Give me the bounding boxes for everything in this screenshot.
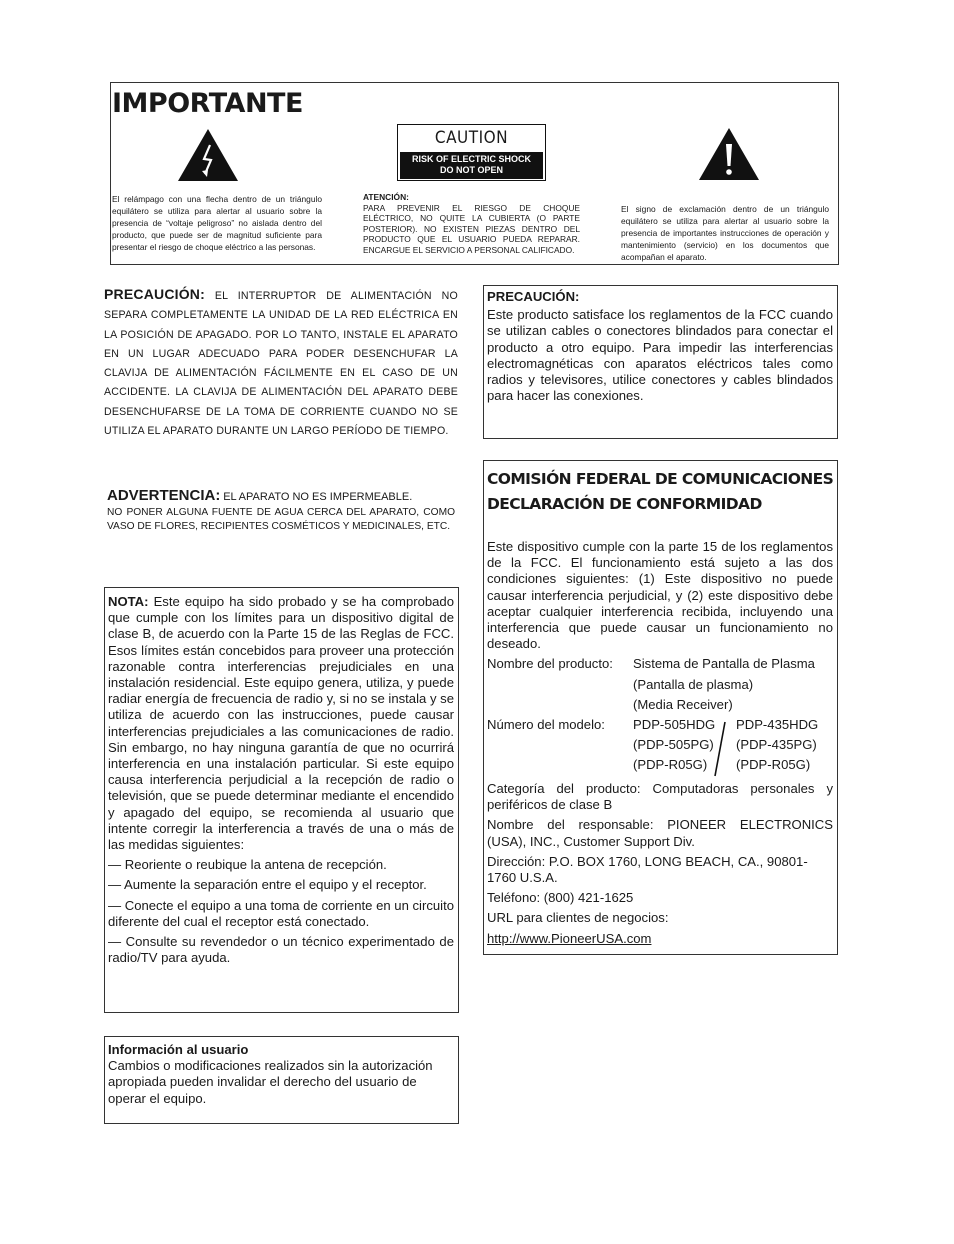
caution-warning-band (400, 152, 543, 179)
product-sub-2: (Media Receiver) (633, 696, 733, 712)
importante-title: IMPORTANTE (112, 88, 303, 119)
nota-item-2: — Aumente la separación entre el equipo y el receptor. (108, 877, 427, 893)
nota-item-4: — Consulte su revendedor o un técnico experimentado de radio/TV para ayuda. (108, 934, 454, 966)
nota-item-1: — Reoriente o reubique la antena de recepción. (108, 857, 387, 873)
info-usuario-head: Información al usuario (108, 1042, 249, 1057)
nota-content (108, 594, 454, 966)
model-label: Número del modelo: (487, 717, 605, 733)
advertencia-head: ADVERTENCIA: (107, 487, 221, 504)
model-slash (713, 721, 727, 777)
model-b2: (PDP-435PG) (736, 737, 817, 753)
model-a1: PDP-505HDG (633, 717, 716, 733)
product-sub-1: (Pantalla de plasma) (633, 676, 754, 692)
precaucion-left (104, 285, 458, 441)
lightning-warning-icon (176, 127, 240, 183)
precaucion-left-head: PRECAUCIÓN: (104, 286, 205, 302)
lightning-note: El relámpago con una flecha dentro de un triángulo equilátero se utiliza para alertar al usuario sobre la presencia de “voltaje peligroso” no aislada dentro del producto, que puede ser de magnitud suficiente para presentar el riesgo de choque eléctrico a las personas. (112, 194, 322, 252)
product-value: Sistema de Pantalla de Plasma (633, 656, 815, 672)
model-b3: (PDP-R05G) (736, 757, 811, 773)
atencion-text: PARA PREVENIR EL RIESGO DE CHOQUE ELÉCTRICO, NO QUITE LA CUBIERTA (O PARTE POSTERIOR). NO EXISTEN PIEZAS DENTRO DEL PRODUCTO QUE EL USUARIO PUEDA REPARAR. ENCARGUE EL SERVICIO A PERSONAL CALIFICADO. (363, 202, 580, 255)
exclamation-note: El signo de exclamación dentro de un triángulo equilátero se utiliza para alertar al usuario sobre la presencia de importantes instrucciones de operación y mantenimiento (servicio) en los documentos que acompañan el aparato. (621, 204, 829, 262)
fcc-phone: Teléfono: (800) 421-1625 (487, 890, 634, 906)
model-b1: PDP-435HDG (736, 717, 819, 733)
atencion-head: ATENCIÓN: (363, 192, 409, 202)
pioneer-url-link[interactable]: http://www.PioneerUSA.com (487, 930, 652, 946)
info-usuario-content (108, 1042, 454, 1107)
exclamation-warning-icon (697, 126, 761, 182)
nota-text: Este equipo ha sido probado y se ha comprobado que cumple con los límites para un dispositivo digital de clase B, de acuerdo con la Parte 15 de las Reglas de FCC. Esos límites están concebidos para proveer una protección razonable contra interferencias prejudiciales en una instalación residencial. Este equipo genera, utiliza, y puede radiar energía de frecuencia de radio y, si no se instala y se utiliza de acuerdo con las instrucciones, puede causar interferencias prejudiciales a las comunicaciones de radio. Sin embargo, no hay ninguna garantía de que no ocurrirá interferencia en una instalación particular. Si este equipo causa interferencia perjudicial a la recepción de radio o televisión, que se puede determinar mediante el encendido y apagado del equipo, se recomienda al usuario que intente corregir la interferencia a través de una o más de las medidas siguientes: (108, 594, 454, 853)
fcc-content (487, 539, 833, 947)
precaucion-right-text: Este producto satisface los reglamentos de la FCC cuando se utilizan cables o conectores blindados para conectar el producto a otro equipo. Para impedir las interferencias electromagnéticas con aparatos eléctricos tales como radios y televisores, utilice conectores y cables blindados para hacer las conexiones. (487, 307, 833, 404)
caution-label (397, 124, 546, 181)
advertencia (107, 489, 455, 535)
fcc-address: Dirección: P.O. BOX 1760, LONG BEACH, CA., 90801-1760 U.S.A. (487, 853, 808, 886)
model-a3: (PDP-R05G) (633, 757, 708, 773)
model-a2: (PDP-505PG) (633, 737, 714, 753)
caution-line-2: DO NOT OPEN (439, 165, 503, 175)
spacer (487, 697, 633, 713)
nota-item-3: — Conecte el equipo a una toma de corriente en un circuito diferente del cual el receptor está conectado. (108, 897, 454, 929)
fcc-intro: Este dispositivo cumple con la parte 15 de los reglamentos de la FCC. El funcionamiento está sujeto a las dos condiciones siguientes: (1) Este dispositivo no puede causar interferencia perjudicial, y (2) este dispositivo debe aceptar cualquier interferencia recibida, incluyendo una interferencia que puede causar un funcionamiento no deseado. (487, 539, 833, 652)
spacer (487, 677, 633, 693)
fcc-responsible: Nombre del responsable: PIONEER ELECTRONICS (USA), INC., Customer Support Div. (487, 817, 833, 849)
product-label: Nombre del producto: (487, 656, 613, 672)
product-sub-row-2 (487, 697, 833, 713)
advertencia-line1: EL APARATO NO ES IMPERMEABLE. (223, 491, 413, 503)
fcc-title-line-2: DECLARACIÓN DE CONFORMIDAD (487, 495, 762, 513)
precaucion-right-content (487, 289, 833, 404)
fcc-url-label: URL para clientes de negocios: (487, 910, 669, 926)
product-sub-row-1 (487, 677, 833, 693)
fcc-title-line-1: COMISIÓN FEDERAL DE COMUNICACIONES (487, 470, 834, 488)
info-usuario-text: Cambios o modificaciones realizados sin la autorización apropiada pueden invalidar el derecho del usuario de operar el equipo. (108, 1058, 433, 1106)
advertencia-text: NO PONER ALGUNA FUENTE DE AGUA CERCA DEL APARATO, COMO VASO DE FLORES, RECIPIENTES COSMÉTICOS Y MEDICINALES, ETC. (107, 506, 455, 532)
fcc-title (487, 467, 837, 517)
model-block (487, 717, 833, 777)
product-row (487, 656, 833, 672)
fcc-category: Categoría del producto: Computadoras personales y periféricos de clase B (487, 781, 833, 813)
nota-head: NOTA: (108, 594, 149, 609)
caution-line-1: RISK OF ELECTRIC SHOCK (411, 154, 531, 164)
precaucion-right-head: PRECAUCIÓN: (487, 289, 580, 304)
precaucion-left-text: EL INTERRUPTOR DE ALIMENTACIÓN NO SEPARA COMPLETAMENTE LA UNIDAD DE LA RED ELÉCTRICA EN LA POSICIÓN DE APAGADO. POR LO TANTO, INSTALE EL APARATO EN UN LUGAR ADECUADO PARA PODER DESENCHUFAR LA CLAVIJA DE ALIMENTACIÓN FÁCILMENTE EN EL CASO DE UN ACCIDENTE. LA CLAVIJA DE ALIMENTACIÓN DEL APARATO DEBE DESENCHUFARSE DE LA TOMA DE CORRIENTE CUANDO NO SE UTILIZA EL APARATO DURANTE UN LARGO PERÍODO DE TIEMPO. (104, 290, 458, 438)
atencion-note (363, 192, 580, 255)
caution-word: CAUTION (434, 128, 509, 148)
